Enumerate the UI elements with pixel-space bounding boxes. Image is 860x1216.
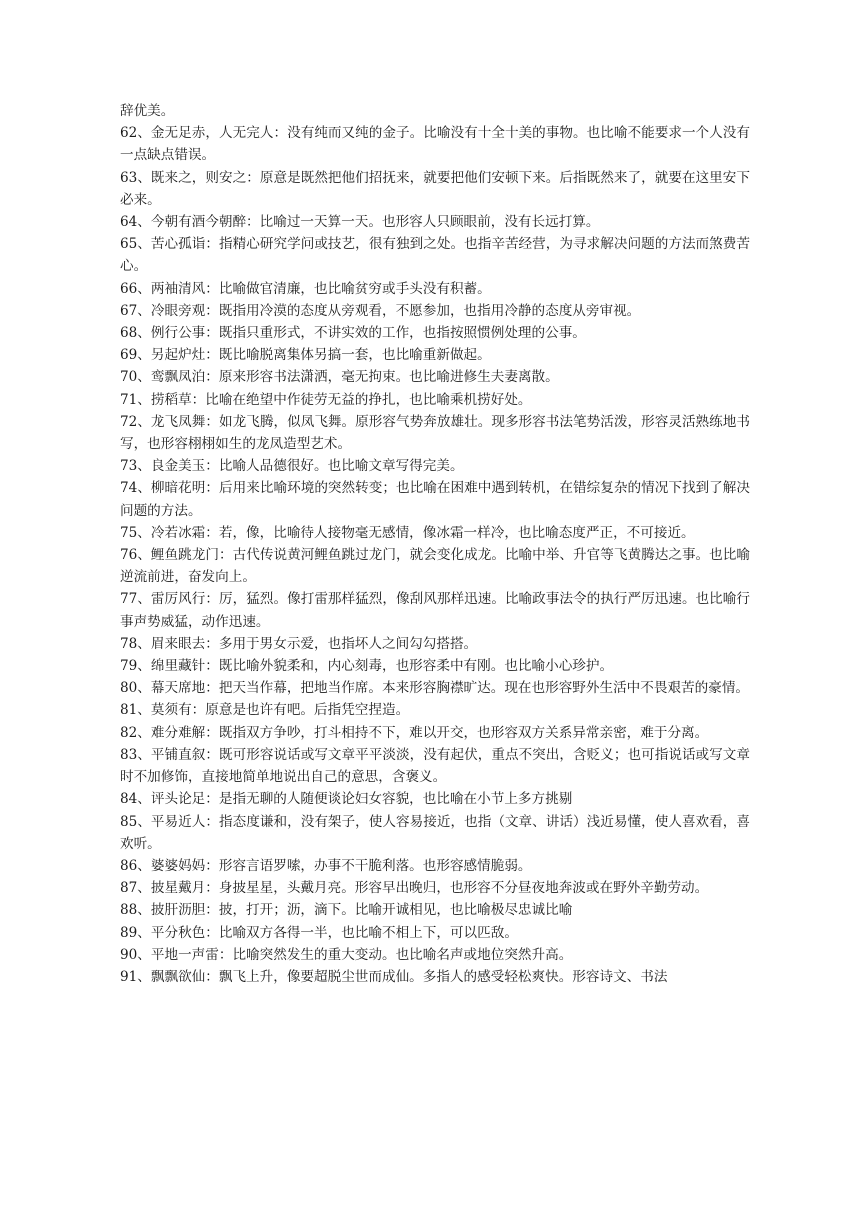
entry-73: 73、良金美玉：比喻人品德很好。也比喻文章写得完美。 bbox=[120, 458, 464, 475]
entry-79: 79、绵里藏针：既比喻外貌柔和，内心刻毒，也形容柔中有刚。也比喻小心珍护。 bbox=[120, 658, 614, 675]
entry-91: 91、飘飘欲仙：飘飞上升，像要超脱尘世而成仙。多指人的感受轻松爽快。形容诗文、书法 bbox=[120, 968, 668, 985]
entry-78: 78、眉来眼去：多用于男女示爱，也指坏人之间勾勾搭搭。 bbox=[120, 635, 478, 652]
entry-81: 81、莫须有：原意是也许有吧。后指凭空捏造。 bbox=[120, 702, 410, 719]
entry-84: 84、评头论足：是指无聊的人随便谈论妇女容貌，也比喻在小节上多方挑剔 bbox=[120, 791, 573, 808]
paragraph-continuation: 辞优美。 bbox=[120, 103, 175, 119]
entry-75: 75、冷若冰霜：若，像，比喻待人接物毫无感情，像冰霜一样冷，也比喻态度严正，不可接近。 bbox=[120, 524, 695, 541]
entry-86: 86、婆婆妈妈：形容言语罗嗦，办事不干脆利落。也形容感情脆弱。 bbox=[120, 857, 532, 874]
entry-71: 71、捞稻草：比喻在绝望中作徒劳无益的挣扎，也比喻乘机捞好处。 bbox=[120, 391, 532, 408]
entry-65: 65、苦心孤诣：指精心研究学问或技艺，很有独到之处。也指辛苦经营，为寻求解决问题的方法而煞费苦心。 bbox=[120, 236, 750, 275]
entry-68: 68、例行公事：既指只重形式，不讲实效的工作，也指按照惯例处理的公事。 bbox=[120, 325, 586, 342]
entry-67: 67、冷眼旁观：既指用冷漠的态度从旁观看，不愿参加，也指用冷静的态度从旁审视。 bbox=[120, 302, 641, 319]
document-body bbox=[120, 100, 750, 988]
entry-83: 83、平铺直叙：既可形容说话或写文章平平淡淡，没有起伏，重点不突出，含贬义；也可指说话或写文章时不加修饰，直接地简单地说出自己的意思，含褒义。 bbox=[120, 746, 750, 786]
entry-63: 63、既来之，则安之：原意是既然把他们招抚来，就要把他们安顿下来。后指既然来了，就要在这里安下必来。 bbox=[120, 169, 750, 208]
entry-64: 64、今朝有酒今朝醉：比喻过一天算一天。也形容人只顾眼前，没有长远打算。 bbox=[120, 214, 600, 231]
entry-74: 74、柳暗花明：后用来比喻环境的突然转变；也比喻在困难中遇到转机，在错综复杂的情况下找到了解决问题的方法。 bbox=[120, 480, 750, 519]
entry-66: 66、两袖清风：比喻做官清廉，也比喻贫穷或手头没有积蓄。 bbox=[120, 280, 491, 297]
entry-77: 77、雷厉风行：厉，猛烈。像打雷那样猛烈，像刮风那样迅速。比喻政事法令的执行严厉迅速。也比喻行事声势威猛，动作迅速。 bbox=[120, 591, 750, 630]
entry-62: 62、金无足赤，人无完人：没有纯而又纯的金子。比喻没有十全十美的事物。也比喻不能要求一个人没有一点缺点错误。 bbox=[120, 125, 750, 164]
entry-80: 80、幕天席地：把天当作幕，把地当作席。本来形容胸襟旷达。现在也形容野外生活中不畏艰苦的豪情。 bbox=[120, 680, 750, 697]
entry-69: 69、另起炉灶：既比喻脱离集体另搞一套，也比喻重新做起。 bbox=[120, 347, 491, 364]
entry-90: 90、平地一声雷：比喻突然发生的重大变动。也比喻名声或地位突然升高。 bbox=[120, 946, 573, 963]
entry-70: 70、鸾飘凤泊：原来形容书法潇洒，毫无拘束。也比喻进修生夫妻离散。 bbox=[120, 369, 559, 386]
entry-87: 87、披星戴月：身披星星，头戴月亮。形容早出晚归，也形容不分昼夜地奔波或在野外辛勤劳动。 bbox=[120, 880, 709, 897]
entry-82: 82、难分难解：既指双方争吵，打斗相持不下，难以开交，也形容双方关系异常亲密，难于分离。 bbox=[120, 724, 709, 741]
entry-89: 89、平分秋色：比喻双方各得一半，也比喻不相上下，可以匹敌。 bbox=[120, 924, 518, 941]
entry-72: 72、龙飞凤舞：如龙飞腾，似凤飞舞。原形容气势奔放雄壮。现多形容书法笔势活泼，形容灵活熟练地书写，也形容栩栩如生的龙凤造型艺术。 bbox=[120, 413, 750, 453]
entry-88: 88、披肝沥胆：披，打开；沥，滴下。比喻开诚相见，也比喻极尽忠诚比喻 bbox=[120, 902, 573, 919]
entry-76: 76、鲤鱼跳龙门：古代传说黄河鲤鱼跳过龙门，就会变化成龙。比喻中举、升官等飞黄腾达之事。也比喻逆流前进，奋发向上。 bbox=[120, 547, 750, 586]
entry-85: 85、平易近人：指态度谦和，没有架子，使人容易接近，也指（文章、讲话）浅近易懂，使人喜欢看，喜欢听。 bbox=[120, 813, 750, 852]
